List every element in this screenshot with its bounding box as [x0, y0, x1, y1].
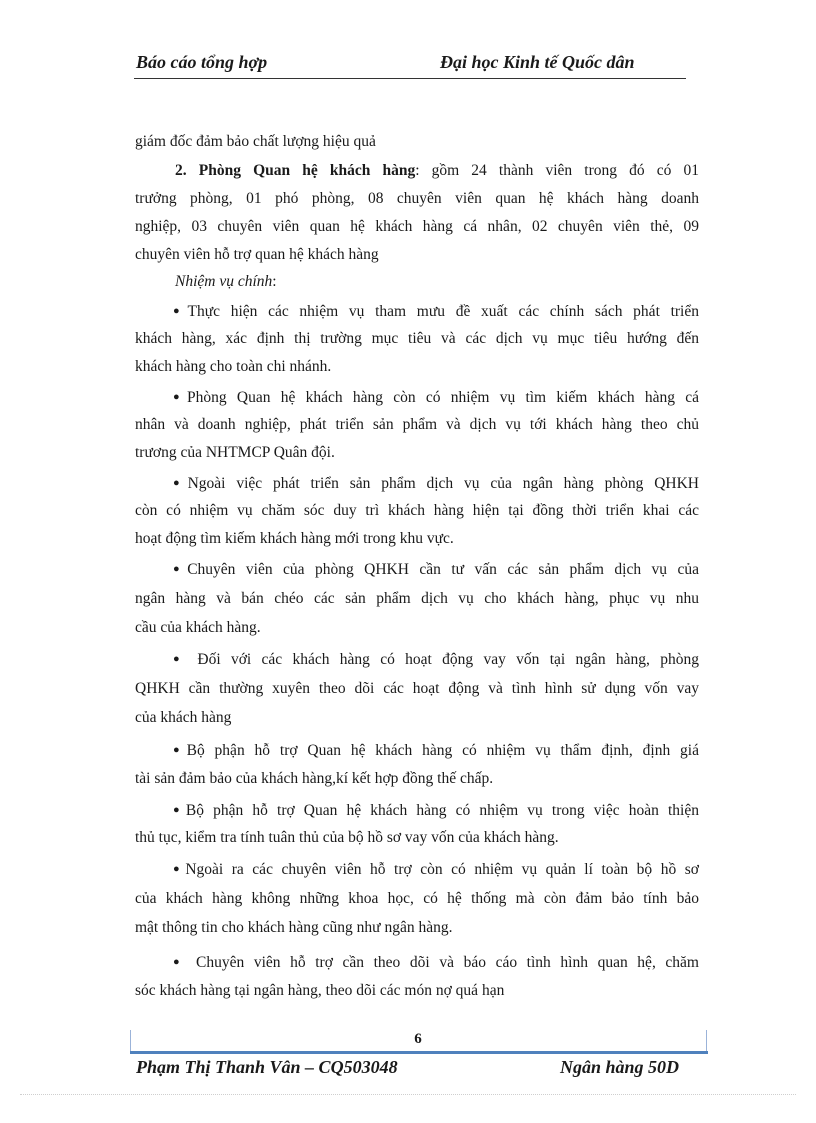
bullet-icon: ●: [173, 653, 187, 665]
footer-author: Phạm Thị Thanh Vân – CQ503048: [136, 1057, 398, 1077]
text-line: trương của NHTMCP Quân đội.: [135, 444, 335, 461]
text-span: Bộ phận hỗ trợ Quan hệ khách hàng có nhiệm vụ trong việc hoàn thiện: [185, 802, 699, 819]
section-title: 2. Phòng Quan hệ khách hàng: [175, 162, 416, 179]
page-bottom-divider: [20, 1094, 796, 1095]
text-line: nghiệp, 03 chuyên viên quan hệ khách hàng cá nhân, 02 chuyên viên thẻ, 09: [135, 218, 699, 235]
text-line: giám đốc đảm bảo chất lượng hiệu quả: [135, 133, 376, 150]
text-line: nhân và doanh nghiệp, phát triển sản phẩm và dịch vụ tới khách hàng theo chủ: [135, 416, 699, 433]
bullet-line: [135, 740, 699, 761]
text-line: của khách hàng không những khoa học, có hệ thống mà còn đảm bảo tính bảo: [135, 890, 699, 907]
text-span: Đối với các khách hàng có hoạt động vay vốn tại ngân hàng, phòng: [197, 651, 699, 668]
bullet-line: [135, 387, 699, 408]
bullet-icon: ●: [173, 863, 185, 875]
bullet-icon: ●: [173, 804, 185, 816]
text-span: Ngoài việc phát triển sản phẩm dịch vụ của ngân hàng phòng QHKH: [187, 475, 699, 492]
header-report-title: Báo cáo tổng hợp: [136, 52, 268, 72]
footer-left-border: [130, 1030, 131, 1052]
page-number: 6: [414, 1031, 422, 1047]
text-span: Bộ phận hỗ trợ Quan hệ khách hàng có nhiệm vụ thẩm định, định giá: [186, 742, 699, 759]
footer-right-border: [706, 1030, 707, 1052]
text-line: sóc khách hàng tại ngân hàng, theo dõi các món nợ quá hạn: [135, 982, 505, 999]
text-line: chuyên viên hỗ trợ quan hệ khách hàng: [135, 246, 379, 263]
text-line: ngân hàng và bán chéo các sản phẩm dịch vụ cho khách hàng, phục vụ nhu: [135, 590, 699, 607]
bullet-line: [135, 301, 699, 322]
bullet-icon: ●: [173, 391, 187, 403]
subheading-line: [175, 272, 277, 292]
bullet-line: [135, 800, 699, 821]
text-line: tài sản đảm bảo của khách hàng,kí kết hợp đồng thế chấp.: [135, 770, 494, 787]
text-line: hoạt động tìm kiếm khách hàng mới trong khu vực.: [135, 530, 454, 547]
bullet-line: [135, 649, 699, 670]
bullet-line: [135, 859, 699, 880]
bullet-line: [135, 473, 699, 494]
text-span: Thực hiện các nhiệm vụ tham mưu đề xuất các chính sách phát triển: [187, 303, 699, 320]
text-span: : gồm 24 thành viên trong đó có 01: [415, 162, 699, 179]
footer-rule: [130, 1051, 708, 1054]
text-line: mật thông tin cho khách hàng cũng như ngân hàng.: [135, 919, 453, 936]
text-span: Ngoài ra các chuyên viên hỗ trợ còn có nhiệm vụ quản lí toàn bộ hồ sơ: [185, 861, 699, 878]
text-line: của khách hàng: [135, 709, 232, 726]
header-university: Đại học Kinh tế Quốc dân: [440, 52, 635, 72]
bullet-icon: ●: [173, 744, 186, 756]
text-span: Chuyên viên của phòng QHKH cần tư vấn các sản phẩm dịch vụ của: [187, 561, 699, 578]
text-line: khách hàng, xác định thị trường mục tiêu và các dịch vụ mục tiêu hướng đến: [135, 330, 699, 347]
bullet-icon: ●: [173, 956, 186, 968]
bullet-icon: ●: [173, 305, 187, 317]
bullet-icon: ●: [173, 477, 187, 489]
section-heading-line: [135, 161, 699, 181]
bullet-line: [135, 952, 699, 973]
subheading-colon: :: [272, 273, 277, 290]
footer-class: Ngân hàng 50D: [560, 1057, 680, 1077]
text-line: khách hàng cho toàn chi nhánh.: [135, 358, 332, 375]
text-line: cầu của khách hàng.: [135, 619, 261, 636]
text-line: thủ tục, kiểm tra tính tuân thủ của bộ hồ sơ vay vốn của khách hàng.: [135, 829, 559, 846]
subheading-italic: Nhiệm vụ chính: [175, 273, 273, 290]
text-line: còn có nhiệm vụ chăm sóc duy trì khách hàng hiện tại đồng thời triển khai các: [135, 502, 699, 519]
text-line: trưởng phòng, 01 phó phòng, 08 chuyên viên quan hệ khách hàng doanh: [135, 190, 699, 207]
bullet-icon: ●: [173, 563, 187, 575]
text-span: Phòng Quan hệ khách hàng còn có nhiệm vụ tìm kiếm khách hàng cá: [187, 389, 699, 406]
bullet-line: [135, 559, 699, 580]
page-header: [134, 50, 686, 79]
text-span: Chuyên viên hỗ trợ cần theo dõi và báo cáo tình hình quan hệ, chăm: [196, 954, 699, 971]
text-line: QHKH cần thường xuyên theo dõi các hoạt động và tình hình sử dụng vốn vay: [135, 680, 699, 697]
